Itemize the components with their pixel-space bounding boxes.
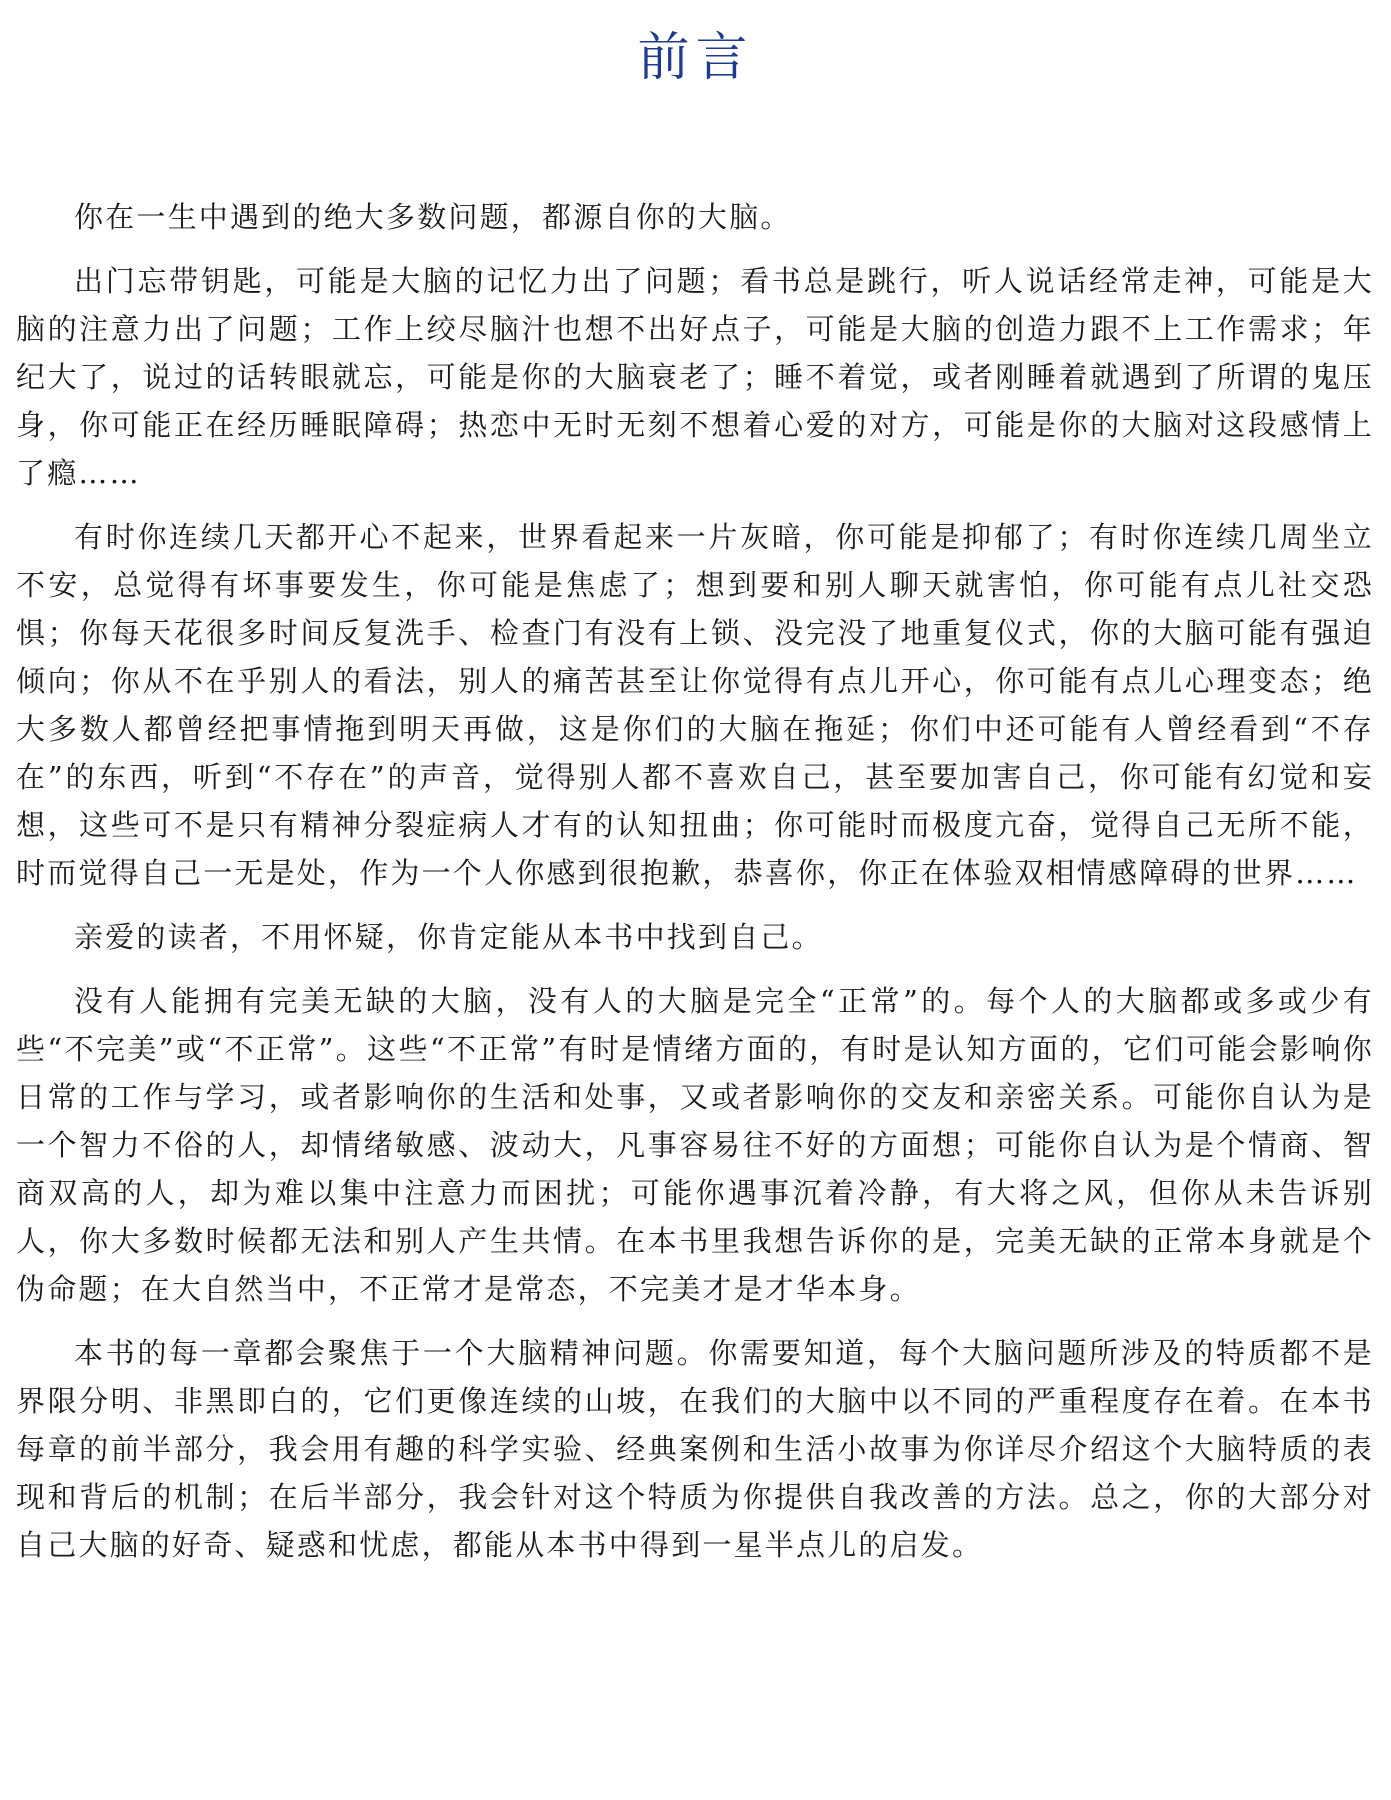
preface-body <box>16 193 1374 1585</box>
paragraph: 本书的每一章都会聚焦于一个大脑精神问题。你需要知道，每个大脑问题所涉及的特质都不是界限分明、非黑即白的，它们更像连续的山坡，在我们的大脑中以不同的严重程度存在着。在本书每章的前半部分，我会用有趣的科学实验、经典案例和生活小故事为你详尽介绍这个大脑特质的表现和背后的机制；在后半部分，我会针对这个特质为你提供自我改善的方法。总之，你的大部分对自己大脑的好奇、疑惑和忧虑，都能从本书中得到一星半点儿的启发。 <box>16 1336 1374 1562</box>
paragraph: 有时你连续几天都开心不起来，世界看起来一片灰暗，你可能是抑郁了；有时你连续几周坐立不安，总觉得有坏事要发生，你可能是焦虑了；想到要和别人聊天就害怕，你可能有点儿社交恐惧；你每天花很多时间反复洗手、检查门有没有上锁、没完没了地重复仪式，你的大脑可能有强迫倾向；你从不在乎别人的看法，别人的痛苦甚至让你觉得有点儿开心，你可能有点儿心理变态；绝大多数人都曾经把事情拖到明天再做，这是你们的大脑在拖延；你们中还可能有人曾经看到“不存在”的东西，听到“不存在”的声音，觉得别人都不喜欢自己，甚至要加害自己，你可能有幻觉和妄想，这些可不是只有精神分裂症病人才有的认知扭曲；你可能时而极度亢奋，觉得自己无所不能，时而觉得自己一无是处，作为一个人你感到很抱歉，恭喜你，你正在体验双相情感障碍的世界…… <box>16 520 1374 890</box>
paragraph: 出门忘带钥匙，可能是大脑的记忆力出了问题；看书总是跳行，听人说话经常走神，可能是大脑的注意力出了问题；工作上绞尽脑汁也想不出好点子，可能是大脑的创造力跟不上工作需求；年纪大了，说过的话转眼就忘，可能是你的大脑衰老了；睡不着觉，或者刚睡着就遇到了所谓的鬼压身，你可能正在经历睡眠障碍；热恋中无时无刻不想着心爱的对方，可能是你的大脑对这段感情上了瘾…… <box>16 264 1374 490</box>
paragraph: 没有人能拥有完美无缺的大脑，没有人的大脑是完全“正常”的。每个人的大脑都或多或少有些“不完美”或“不正常”。这些“不正常”有时是情绪方面的，有时是认知方面的，它们可能会影响你日常的工作与学习，或者影响你的生活和处事，又或者影响你的交友和亲密关系。可能你自认为是一个智力不俗的人，却情绪敏感、波动大，凡事容易往不好的方面想；可能你自认为是个情商、智商双高的人，却为难以集中注意力而困扰；可能你遇事沉着冷静，有大将之风，但你从未告诉别人，你大多数时候都无法和别人产生共情。在本书里我想告诉你的是，完美无缺的正常本身就是个伪命题；在大自然当中，不正常才是常态，不完美才是才华本身。 <box>16 984 1374 1306</box>
paragraph: 你在一生中遇到的绝大多数问题，都源自你的大脑。 <box>74 200 792 234</box>
page-title: 前言 <box>637 28 754 88</box>
paragraph: 亲爱的读者，不用怀疑，你肯定能从本书中找到自己。 <box>74 920 823 954</box>
